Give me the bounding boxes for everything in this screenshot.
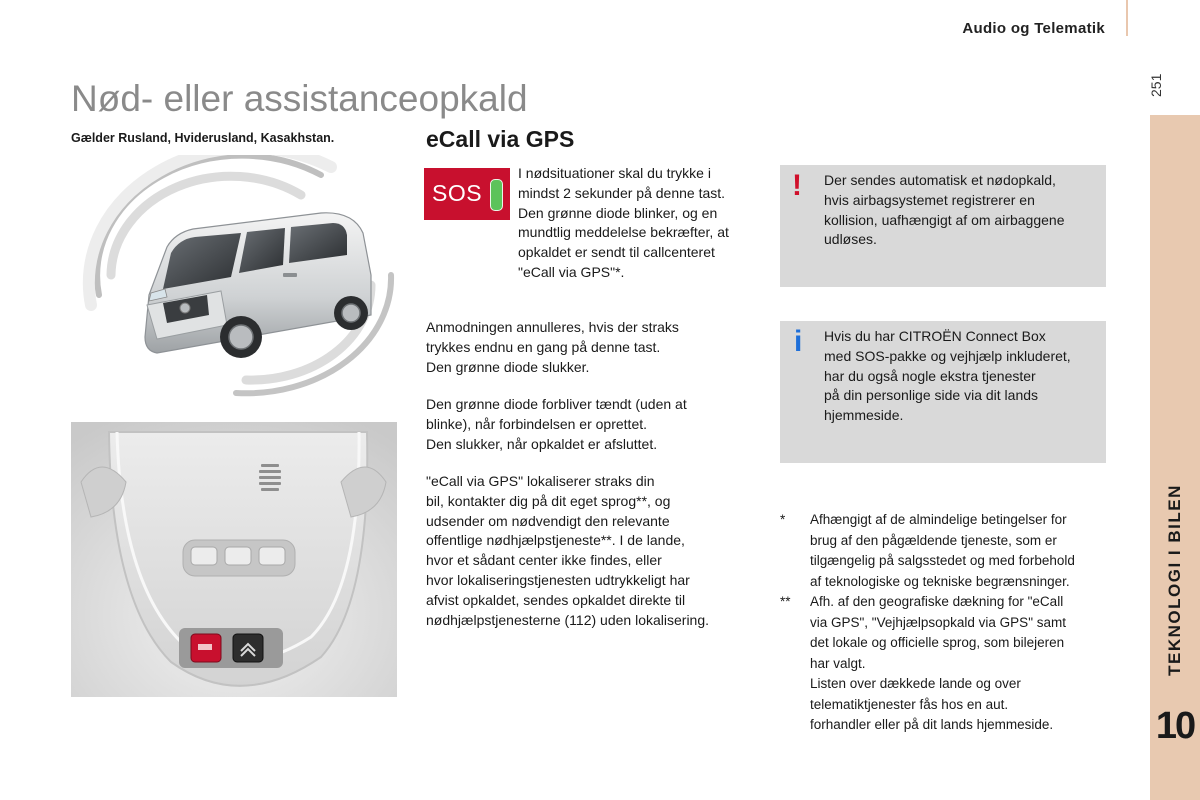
footnote-line: forhandler eller på dit lands hjemmeside. bbox=[810, 717, 1054, 732]
warning-note-box bbox=[780, 165, 1106, 287]
footnote-line: Listen over dækkede lande og over bbox=[810, 676, 1021, 691]
note-line: kollision, uafhængigt af om airbaggene bbox=[824, 211, 1065, 228]
paragraph-line: afvist opkaldet, sendes opkaldet direkte til bbox=[426, 591, 686, 608]
footnote-line: Afhængigt af de almindelige betingelser for bbox=[810, 512, 1067, 527]
footnote-text bbox=[810, 592, 1066, 736]
note-line: på din personlige side via dit lands bbox=[824, 387, 1039, 404]
paragraph-line: Den slukker, når opkaldet er afsluttet. bbox=[426, 435, 658, 452]
footnote-mark: ** bbox=[780, 594, 791, 609]
footnote-line: telematiktjenester fås hos en aut. bbox=[810, 696, 1009, 712]
paragraph-line: bil, kontakter dig på dit eget sprog**, og bbox=[426, 492, 671, 509]
footnote-mark: * bbox=[780, 512, 786, 527]
paragraph-line: hvor lokaliseringstjenesten udtrykkeligt har bbox=[426, 571, 690, 588]
paragraph-line: "eCall via GPS" lokaliserer straks din bbox=[426, 473, 655, 489]
paragraph-line: blinke), når forbindelsen er oprettet. bbox=[426, 415, 648, 432]
van-signal-illustration bbox=[71, 155, 401, 400]
location-service-paragraph bbox=[426, 472, 709, 630]
info-note-text bbox=[824, 327, 1071, 426]
paragraph-line: Den grønne diode slukker. bbox=[426, 358, 590, 375]
led-status-paragraph bbox=[426, 395, 687, 454]
note-line: Der sendes automatisk et nødopkald, bbox=[824, 172, 1056, 188]
footnote-line: Afh. af den geografiske dækning for "eCall bbox=[810, 594, 1064, 609]
footnote-line: af teknologiske og tekniske begrænsninger. bbox=[810, 573, 1070, 589]
footnote-text bbox=[810, 510, 1075, 592]
page-number: 251 bbox=[1148, 73, 1164, 97]
note-line: hjemmeside. bbox=[824, 407, 904, 424]
paragraph-line: Den grønne diode forbliver tændt (uden at bbox=[426, 396, 687, 412]
applies-to-note: Gælder Rusland, Hviderusland, Kasakhstan. bbox=[71, 131, 335, 145]
green-led-icon bbox=[490, 179, 503, 211]
chapter-number: 10 bbox=[1155, 705, 1195, 747]
paragraph-line: mundtlig meddelelse bekræfter, at bbox=[518, 224, 729, 241]
footnote-single-asterisk bbox=[780, 510, 1110, 594]
paragraph-line: udsender om nødvendigt den relevante bbox=[426, 512, 670, 529]
header-divider bbox=[1126, 0, 1128, 36]
paragraph-line: offentlige nødhjælpstjeneste**. I de lande, bbox=[426, 532, 685, 549]
note-line: hvis airbagsystemet registrerer en bbox=[824, 191, 1035, 208]
footnote-line: brug af den pågældende tjeneste, som er bbox=[810, 532, 1057, 548]
paragraph-line: nødhjælpstjenesterne (112) uden lokalisering. bbox=[426, 611, 710, 628]
paragraph-line: Anmodningen annulleres, hvis der straks bbox=[426, 319, 679, 335]
section-heading: eCall via GPS bbox=[426, 126, 575, 152]
overhead-panel-illustration bbox=[71, 422, 397, 697]
footnote-line: har valgt. bbox=[810, 655, 866, 671]
paragraph-line: trykkes endnu en gang på denne tast. bbox=[426, 338, 661, 355]
warning-note-text bbox=[824, 171, 1065, 250]
paragraph-line: hvor et sådant center ikke findes, eller bbox=[426, 552, 662, 569]
paragraph-line: "eCall via GPS"*. bbox=[518, 263, 625, 280]
note-line: med SOS-pakke og vejhjælp inkluderet, bbox=[824, 347, 1071, 364]
info-icon: i bbox=[794, 325, 803, 358]
cancel-instructions-paragraph bbox=[426, 318, 679, 377]
page-title: Nød- eller assistanceopkald bbox=[71, 78, 528, 119]
exclamation-icon: ! bbox=[792, 169, 802, 202]
chapter-side-tab bbox=[1150, 115, 1200, 800]
section-header-title: Audio og Telematik bbox=[962, 20, 1105, 37]
paragraph-line: opkaldet er sendt til callcenteret bbox=[518, 244, 715, 261]
sos-instructions-paragraph bbox=[518, 164, 729, 283]
chapter-label-wrap bbox=[1150, 470, 1200, 690]
footnote-line: tilgængelig på salgsstedet og med forbehold bbox=[810, 553, 1075, 568]
note-line: udløses. bbox=[824, 231, 877, 248]
paragraph-line: Den grønne diode blinker, og en bbox=[518, 204, 718, 221]
sos-label: SOS bbox=[432, 180, 483, 206]
chapter-label: TEKNOLOGI I BILEN bbox=[1165, 484, 1184, 676]
footnote-line: det lokale og officielle sprog, som bilejeren bbox=[810, 635, 1065, 650]
van-icon bbox=[145, 213, 371, 358]
footnote-line: via GPS", "Vejhjælpsopkald via GPS" samt bbox=[810, 614, 1066, 630]
note-line: har du også nogle ekstra tjenester bbox=[824, 367, 1036, 384]
footnote-double-asterisk bbox=[780, 592, 1110, 737]
paragraph-line: I nødsituationer skal du trykke i bbox=[518, 165, 711, 181]
info-note-box bbox=[780, 321, 1106, 463]
sos-button-illustration bbox=[424, 168, 510, 220]
note-line: Hvis du har CITROËN Connect Box bbox=[824, 328, 1046, 344]
paragraph-line: mindst 2 sekunder på denne tast. bbox=[518, 184, 726, 201]
